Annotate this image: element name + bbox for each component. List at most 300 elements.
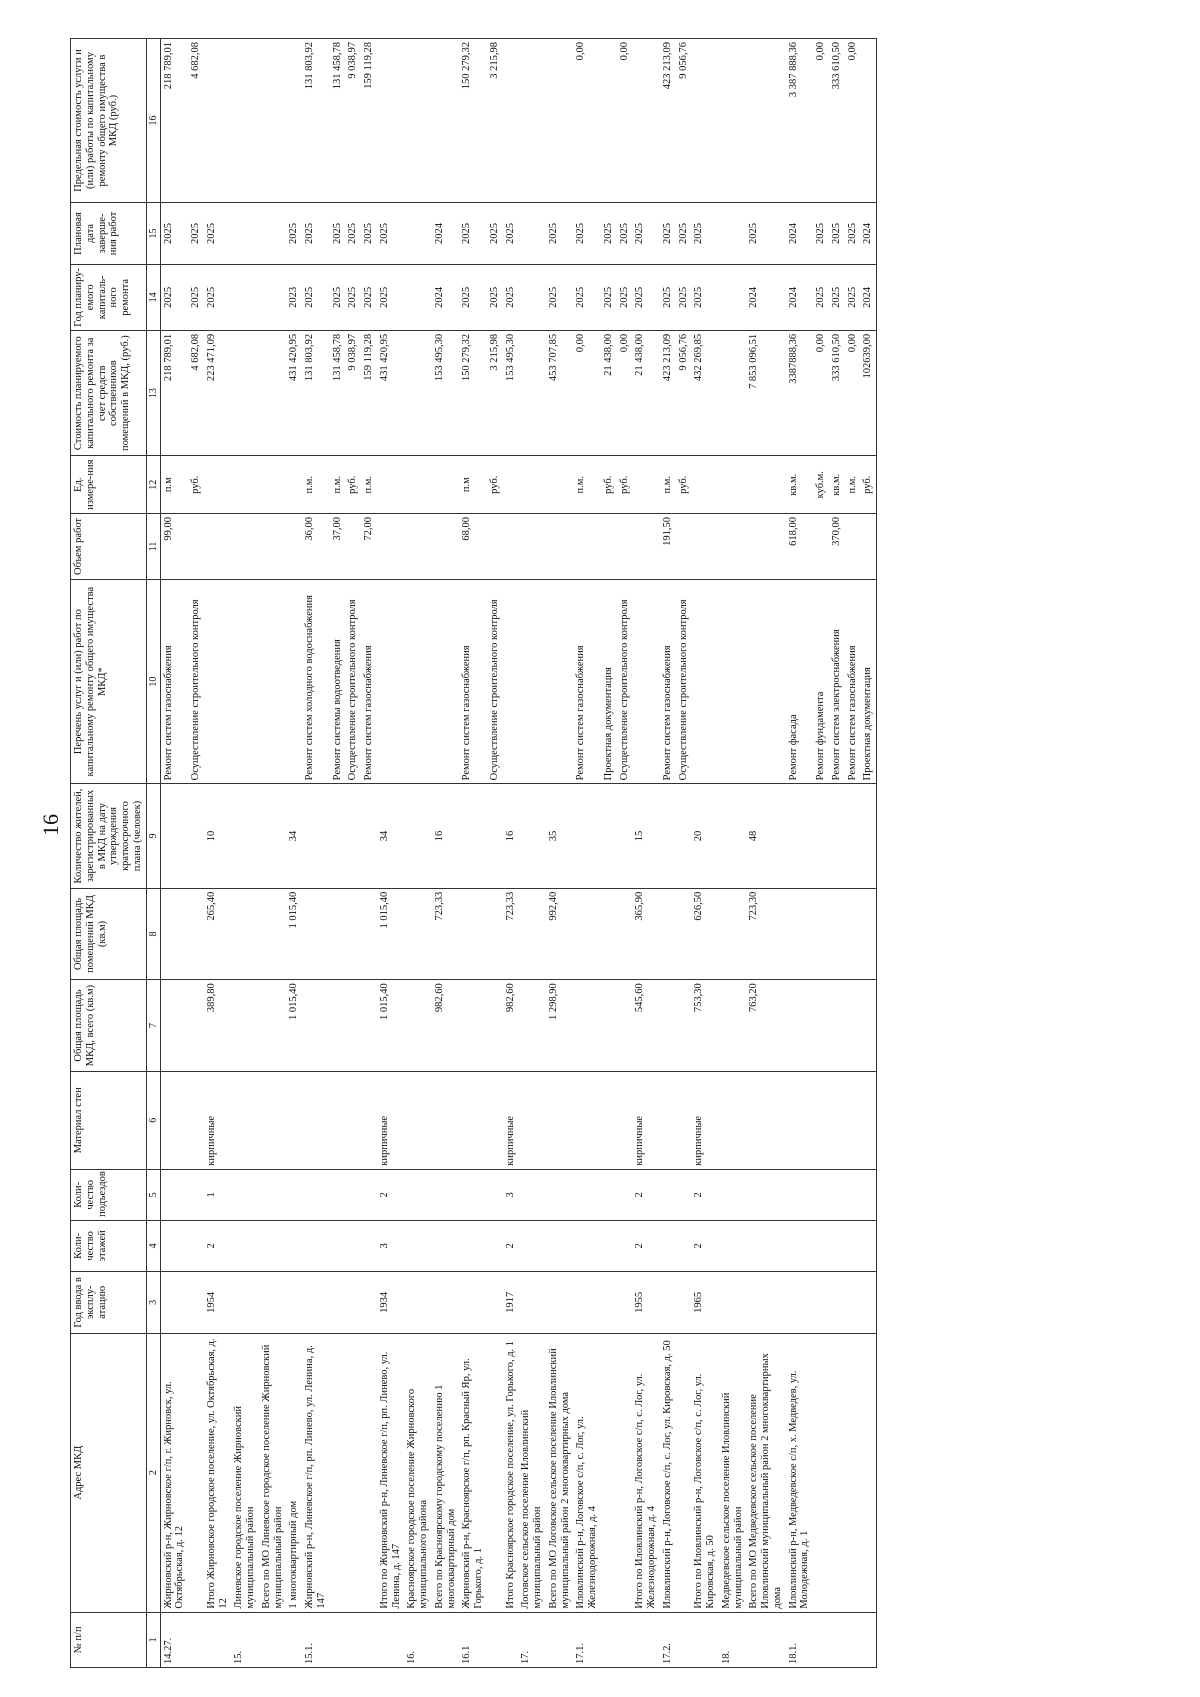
- table-cell: [432, 1220, 460, 1271]
- table-cell: [231, 888, 259, 980]
- table-cell: [286, 1612, 302, 1667]
- table-cell: [632, 513, 660, 579]
- table-cell: [573, 888, 601, 980]
- table-cell: [404, 1271, 432, 1333]
- table-cell: 17.: [518, 1612, 546, 1667]
- table-cell: [345, 888, 361, 980]
- table-cell: [286, 579, 302, 783]
- table-cell: 2025: [829, 264, 845, 330]
- table-cell: [691, 579, 719, 783]
- table-cell: кв.м.: [786, 456, 814, 513]
- table-cell: 2025: [160, 264, 188, 330]
- table-cell: [361, 784, 377, 888]
- table-row: [518, 39, 546, 1668]
- table-cell: Ремонт систем газоснабжения: [361, 579, 377, 783]
- table-cell: [302, 980, 330, 1072]
- table-cell: [719, 888, 747, 980]
- table-row: [345, 39, 361, 1668]
- table-cell: [573, 1071, 601, 1169]
- table-cell: [204, 39, 232, 203]
- table-cell: 0,00: [573, 39, 601, 203]
- table-cell: 2: [377, 1169, 405, 1220]
- table-cell: [546, 1169, 574, 1220]
- table-cell: [330, 1271, 346, 1333]
- table-cell: [676, 1333, 692, 1612]
- table-cell: п.м.: [845, 456, 861, 513]
- table-cell: [404, 264, 432, 330]
- table-cell: 0,00: [845, 330, 861, 456]
- table-cell: Ремонт системы водоотведения: [330, 579, 346, 783]
- header-row: [71, 39, 147, 1668]
- table-cell: Жирновский р-н, Жирновское г/п, г. Жирновск, ул. Октябрьская, д. 12: [160, 1333, 188, 1612]
- table-cell: 0,00: [617, 39, 633, 203]
- table-cell: [617, 888, 633, 980]
- table-cell: [601, 1271, 617, 1333]
- table-cell: [518, 330, 546, 456]
- table-cell: [361, 1271, 377, 1333]
- table-cell: [546, 456, 574, 513]
- table-cell: [617, 1169, 633, 1220]
- table-cell: [302, 1169, 330, 1220]
- table-cell: 2025: [601, 264, 617, 330]
- table-cell: [860, 1271, 876, 1333]
- table-cell: [459, 1271, 487, 1333]
- table-cell: [845, 1169, 861, 1220]
- table-cell: [660, 1071, 676, 1169]
- table-cell: Итого Жирновское городское поселение, ул. Октябрьская, д. 12: [204, 1333, 232, 1612]
- table-cell: 389,80: [204, 980, 232, 1072]
- table-cell: [617, 784, 633, 888]
- table-cell: [546, 1071, 574, 1169]
- table-cell: Ремонт систем электроснабжения: [829, 579, 845, 783]
- table-cell: 17.1.: [573, 1612, 601, 1667]
- table-cell: [746, 1071, 785, 1169]
- column-number: 2: [146, 1333, 160, 1612]
- table-cell: руб.: [345, 456, 361, 513]
- column-header: Объем работ: [71, 513, 147, 579]
- table-cell: 2: [632, 1169, 660, 1220]
- column-number: 5: [146, 1169, 160, 1220]
- table-row: [432, 39, 460, 1668]
- table-cell: [503, 513, 519, 579]
- table-row: [404, 39, 432, 1668]
- table-cell: [160, 980, 188, 1072]
- column-header: Коли-чество этажей: [71, 1220, 147, 1271]
- table-cell: 159 119,28: [361, 39, 377, 203]
- table-cell: [404, 980, 432, 1072]
- table-cell: Ремонт систем газоснабжения: [845, 579, 861, 783]
- column-number: 7: [146, 980, 160, 1072]
- table-cell: [503, 456, 519, 513]
- table-row: [786, 39, 814, 1668]
- table-cell: 15: [632, 784, 660, 888]
- table-cell: [188, 1169, 204, 1220]
- table-cell: 7 853 096,51: [746, 330, 785, 456]
- table-cell: 131 803,92: [302, 39, 330, 203]
- table-row: [286, 39, 302, 1668]
- table-cell: [432, 1612, 460, 1667]
- table-cell: [160, 1071, 188, 1169]
- table-cell: [746, 1271, 785, 1333]
- table-cell: 21 438,00: [632, 330, 660, 456]
- table-cell: [518, 888, 546, 980]
- table-cell: [601, 39, 617, 203]
- table-cell: [617, 1071, 633, 1169]
- table-cell: [361, 1169, 377, 1220]
- table-cell: [259, 39, 287, 203]
- table-cell: 2025: [676, 264, 692, 330]
- table-cell: [660, 888, 676, 980]
- table-cell: [746, 1220, 785, 1271]
- table-cell: [432, 513, 460, 579]
- table-cell: 68,00: [459, 513, 487, 579]
- table-cell: [632, 579, 660, 783]
- table-cell: Итого по Иловлинский р-н, Логовское с/п, с. Лог, ул. Железнодорожная, д. 4: [632, 1333, 660, 1612]
- table-cell: [377, 456, 405, 513]
- table-cell: 18.: [719, 1612, 747, 1667]
- table-cell: [345, 513, 361, 579]
- table-cell: [573, 980, 601, 1072]
- table-cell: Итого по Иловлинский р-н, Логовское с/п, с. Лог, ул. Кировская, д. 50: [691, 1333, 719, 1612]
- table-cell: [160, 1271, 188, 1333]
- table-cell: [459, 888, 487, 980]
- table-cell: [487, 1271, 503, 1333]
- table-cell: Линевское городское поселение Жирновский муниципальный район: [231, 1333, 259, 1612]
- table-cell: 2025: [188, 203, 204, 265]
- table-cell: [845, 513, 861, 579]
- column-header: Ед. измере-ния: [71, 456, 147, 513]
- table-row: [204, 39, 232, 1668]
- table-cell: 545,60: [632, 980, 660, 1072]
- table-cell: 9 038,97: [345, 39, 361, 203]
- table-cell: [518, 980, 546, 1072]
- column-header: Перечень услуг и (или) работ по капитальному ремонту общего имущества МКД*: [71, 579, 147, 783]
- table-cell: [660, 1169, 676, 1220]
- table-cell: [259, 1169, 287, 1220]
- table-cell: [660, 980, 676, 1072]
- table-cell: 3387888,36: [786, 330, 814, 456]
- table-body: [146, 39, 877, 1668]
- table-cell: [518, 1271, 546, 1333]
- table-cell: Проектная документация: [601, 579, 617, 783]
- table-cell: 2025: [573, 264, 601, 330]
- table-cell: [160, 784, 188, 888]
- table-cell: [573, 1271, 601, 1333]
- page-number: 16: [38, 814, 63, 836]
- column-header: № п/п: [71, 1612, 147, 1667]
- table-cell: [188, 513, 204, 579]
- table-cell: [487, 888, 503, 980]
- table-cell: 2: [691, 1169, 719, 1220]
- table-cell: [860, 513, 876, 579]
- table-cell: [719, 784, 747, 888]
- table-cell: [719, 980, 747, 1072]
- table-cell: Осуществление строительного контроля: [487, 579, 503, 783]
- table-cell: 14.27.: [160, 1612, 188, 1667]
- table-cell: [660, 1220, 676, 1271]
- table-cell: [691, 456, 719, 513]
- table-cell: [404, 888, 432, 980]
- column-number: 6: [146, 1071, 160, 1169]
- table-cell: [487, 1169, 503, 1220]
- table-cell: Всего по МО Медведевское сельское поселение Иловлинский муниципальный район 2 многоквартирных дома: [746, 1333, 785, 1612]
- table-cell: 2: [691, 1220, 719, 1271]
- table-cell: [330, 1071, 346, 1169]
- table-cell: 2025: [204, 203, 232, 265]
- table-cell: [573, 1169, 601, 1220]
- table-cell: кв.м.: [829, 456, 845, 513]
- table-cell: куб.м.: [813, 456, 829, 513]
- table-cell: 72,00: [361, 513, 377, 579]
- table-cell: 20: [691, 784, 719, 888]
- table-cell: [546, 1220, 574, 1271]
- table-cell: [286, 1220, 302, 1271]
- table-cell: 2025: [617, 203, 633, 265]
- table-cell: [432, 579, 460, 783]
- table-cell: [676, 888, 692, 980]
- table-cell: [231, 1220, 259, 1271]
- table-cell: Всего по Красноярскому городскому поселению 1 многоквартирный дом: [432, 1333, 460, 1612]
- table-cell: 0,00: [617, 330, 633, 456]
- table-cell: п.м.: [660, 456, 676, 513]
- table-cell: 21 438,00: [601, 330, 617, 456]
- table-cell: Всего по МО Логовское сельское поселение Иловлинский муниципальный район 2 многоквартирных дома: [546, 1333, 574, 1612]
- table-cell: [330, 1612, 346, 1667]
- table-cell: [746, 1612, 785, 1667]
- table-cell: 0,00: [813, 39, 829, 203]
- table-cell: [829, 1612, 845, 1667]
- table-cell: [860, 1169, 876, 1220]
- column-header: Количество жителей, зарегистрированных в МКД на дату утверждения краткосрочного плана (человек): [71, 784, 147, 888]
- table-cell: кирпичные: [377, 1071, 405, 1169]
- table-row: [813, 39, 829, 1668]
- table-cell: [231, 1169, 259, 1220]
- table-cell: [404, 1169, 432, 1220]
- table-cell: 992,40: [546, 888, 574, 980]
- table-cell: 431 420,95: [377, 330, 405, 456]
- column-number: 3: [146, 1271, 160, 1333]
- table-cell: [459, 1169, 487, 1220]
- table-cell: 431 420,95: [286, 330, 302, 456]
- table-row: [487, 39, 503, 1668]
- table-row: [617, 39, 633, 1668]
- table-cell: Жирновский р-н, Линевское г/п, рп. Линево, ул. Ленина, д. 147: [302, 1333, 330, 1612]
- table-cell: [204, 456, 232, 513]
- column-header: Плановая дата заверше-ния работ: [71, 203, 147, 265]
- table-row: [459, 39, 487, 1668]
- table-cell: [361, 1333, 377, 1612]
- table-cell: [719, 1071, 747, 1169]
- table-cell: [432, 1071, 460, 1169]
- table-cell: 2025: [660, 203, 676, 265]
- table-cell: 1934: [377, 1271, 405, 1333]
- table-cell: [573, 513, 601, 579]
- table-cell: [660, 1271, 676, 1333]
- table-cell: 2025: [660, 264, 676, 330]
- table-cell: [231, 456, 259, 513]
- table-cell: [302, 1220, 330, 1271]
- table-cell: [404, 1071, 432, 1169]
- table-cell: п.м.: [361, 456, 377, 513]
- table-cell: [302, 1271, 330, 1333]
- table-cell: 17.2.: [660, 1612, 676, 1667]
- table-cell: 2025: [746, 203, 785, 265]
- table-row: [746, 39, 785, 1668]
- table-cell: Всего по МО Линевское городское поселение Жирновский муниципальный район: [259, 1333, 287, 1612]
- table-cell: 2025: [459, 264, 487, 330]
- table-cell: 723,30: [746, 888, 785, 980]
- column-header: Материал стен: [71, 1071, 147, 1169]
- table-cell: [546, 39, 574, 203]
- table-cell: 2024: [432, 203, 460, 265]
- table-cell: [860, 784, 876, 888]
- column-header: Общая площадь МКД, всего (кв.м): [71, 980, 147, 1072]
- table-cell: [503, 39, 519, 203]
- table-cell: [259, 264, 287, 330]
- table-cell: [546, 1271, 574, 1333]
- table-cell: [845, 1612, 861, 1667]
- table-row: [302, 39, 330, 1668]
- column-number: 15: [146, 203, 160, 265]
- table-cell: [459, 1220, 487, 1271]
- table-cell: [259, 513, 287, 579]
- table-cell: 2025: [345, 203, 361, 265]
- table-cell: 223 471,09: [204, 330, 232, 456]
- table-cell: [845, 784, 861, 888]
- table-cell: 2025: [160, 203, 188, 265]
- table-cell: [286, 456, 302, 513]
- table-cell: [691, 513, 719, 579]
- table-cell: [601, 1220, 617, 1271]
- table-cell: 1: [204, 1169, 232, 1220]
- table-cell: кирпичные: [691, 1071, 719, 1169]
- table-cell: [746, 39, 785, 203]
- table-cell: 1917: [503, 1271, 519, 1333]
- table-cell: 265,40: [204, 888, 232, 980]
- table-cell: [845, 1071, 861, 1169]
- table-cell: п.м.: [330, 456, 346, 513]
- table-cell: [302, 1071, 330, 1169]
- table-cell: [286, 1271, 302, 1333]
- table-cell: Иловлинский р-н, Медведевское с/п, х. Медведев, ул. Молодежная, д. 1: [786, 1333, 814, 1612]
- table-cell: 2024: [746, 264, 785, 330]
- table-cell: 2025: [691, 264, 719, 330]
- table-cell: [286, 39, 302, 203]
- table-cell: [813, 1071, 829, 1169]
- column-header: Общая площадь помещений МКД (кв.м): [71, 888, 147, 980]
- table-cell: [719, 264, 747, 330]
- table-cell: [518, 203, 546, 265]
- table-cell: [259, 1612, 287, 1667]
- table-cell: 365,90: [632, 888, 660, 980]
- table-cell: руб.: [487, 456, 503, 513]
- column-number: 11: [146, 513, 160, 579]
- table-cell: 2: [503, 1220, 519, 1271]
- table-cell: [259, 579, 287, 783]
- table-cell: 9 056,76: [676, 39, 692, 203]
- table-cell: 1954: [204, 1271, 232, 1333]
- table-cell: [676, 1220, 692, 1271]
- table-cell: [345, 1271, 361, 1333]
- table-cell: Иловлинский р-н, Логовское с/п, с. Лог, ул. Кировская, д. 50: [660, 1333, 676, 1612]
- table-cell: [786, 1071, 814, 1169]
- table-cell: [345, 784, 361, 888]
- table-cell: [617, 1612, 633, 1667]
- table-cell: [259, 330, 287, 456]
- table-cell: [345, 980, 361, 1072]
- table-cell: руб.: [601, 456, 617, 513]
- table-cell: [286, 513, 302, 579]
- table-cell: 2025: [302, 264, 330, 330]
- table-cell: 0,00: [813, 330, 829, 456]
- table-cell: [345, 1071, 361, 1169]
- table-cell: 2025: [302, 203, 330, 265]
- table-cell: 9 038,97: [345, 330, 361, 456]
- table-cell: [813, 1271, 829, 1333]
- table-cell: кирпичные: [503, 1071, 519, 1169]
- table-cell: [829, 784, 845, 888]
- table-cell: [813, 513, 829, 579]
- table-cell: 2025: [330, 264, 346, 330]
- table-cell: 2025: [546, 264, 574, 330]
- table-cell: п.м.: [302, 456, 330, 513]
- table-cell: 2024: [860, 264, 876, 330]
- table-cell: [404, 203, 432, 265]
- table-cell: [617, 980, 633, 1072]
- table-cell: 2025: [503, 264, 519, 330]
- column-number: 16: [146, 39, 160, 203]
- table-cell: [487, 1333, 503, 1612]
- table-cell: 1955: [632, 1271, 660, 1333]
- table-cell: [813, 784, 829, 888]
- column-number: 1: [146, 1612, 160, 1667]
- table-cell: [231, 980, 259, 1072]
- table-cell: [676, 784, 692, 888]
- table-cell: [829, 980, 845, 1072]
- table-cell: Ремонт систем газоснабжения: [160, 579, 188, 783]
- table-cell: [518, 39, 546, 203]
- table-cell: 370,00: [829, 513, 845, 579]
- column-header: Год ввода в эксплу-атацию: [71, 1271, 147, 1333]
- table-cell: 2025: [691, 203, 719, 265]
- table-cell: [813, 1333, 829, 1612]
- table-row: [377, 39, 405, 1668]
- table-cell: [231, 1071, 259, 1169]
- table-cell: [719, 513, 747, 579]
- table-cell: Красноярское городское поселение Жирновского муниципального района: [404, 1333, 432, 1612]
- table-cell: [573, 1220, 601, 1271]
- table-cell: [459, 784, 487, 888]
- table-cell: Осуществление строительного контроля: [676, 579, 692, 783]
- table-cell: [786, 980, 814, 1072]
- table-cell: 2024: [786, 264, 814, 330]
- table-cell: [487, 784, 503, 888]
- table-cell: 2025: [676, 203, 692, 265]
- table-cell: 2024: [860, 203, 876, 265]
- table-cell: [601, 1333, 617, 1612]
- table-cell: 763,20: [746, 980, 785, 1072]
- table-cell: [188, 1612, 204, 1667]
- table-cell: 16: [432, 784, 460, 888]
- column-number: 13: [146, 330, 160, 456]
- table-cell: 0,00: [573, 330, 601, 456]
- table-cell: [860, 1071, 876, 1169]
- column-number: 8: [146, 888, 160, 980]
- table-cell: [188, 1271, 204, 1333]
- table-cell: [188, 1333, 204, 1612]
- table-cell: 3: [503, 1169, 519, 1220]
- table-cell: 2025: [377, 203, 405, 265]
